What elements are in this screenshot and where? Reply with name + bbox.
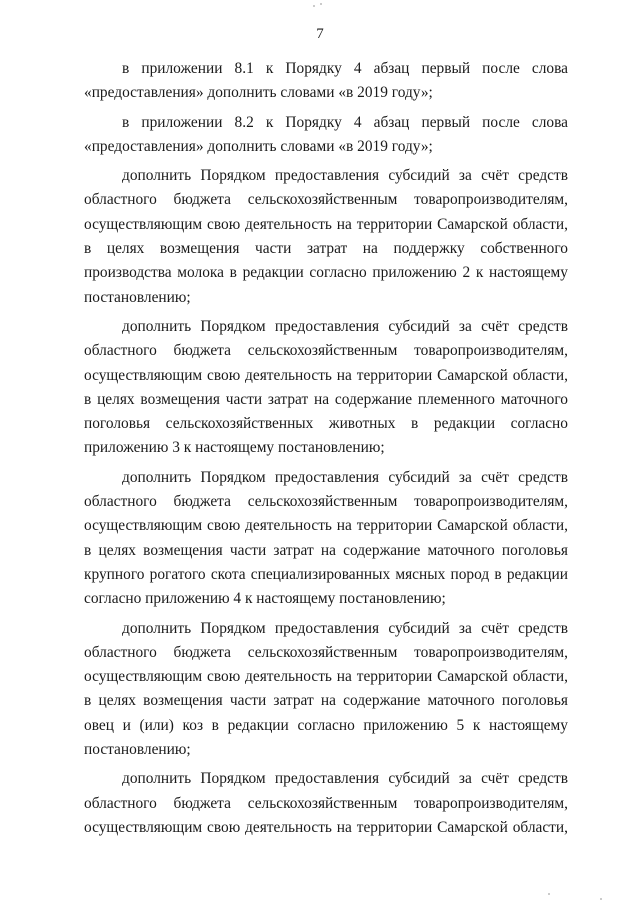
paragraph-4: дополнить Порядком предоставления субсидий за счёт средств областного бюджета сельскохозяйственным товаропроизводителям, осуществляющим свою деятельность на территории Самарской области, в целях возмещения части затрат на содержание племенного маточного поголовья сельскохозяйственных животных в редакции согласно приложению 3 к настоящему постановлению; <box>84 317 568 457</box>
paragraph-6: дополнить Порядком предоставления субсидий за счёт средств областного бюджета сельскохозяйственным товаропроизводителям, осуществляющим свою деятельность на территории Самарской области, в целях возмещения части затрат на содержание маточного поголовья овец и (или) коз в редакции согласно приложению 5 к настоящему постановлению; <box>84 619 568 759</box>
scan-speck <box>320 3 322 5</box>
paragraph-1: в приложении 8.1 к Порядку 4 абзац первый после слова «предоставления» дополнить словами «в 2019 году»; <box>84 60 568 102</box>
paragraph-7: дополнить Порядком предоставления субсидий за счёт средств областного бюджета сельскохозяйственным товаропроизводителям, осуществляющим свою деятельность на территории Самарской области, <box>84 770 568 836</box>
scan-speck <box>600 898 602 900</box>
paragraph-3: дополнить Порядком предоставления субсидий за счёт средств областного бюджета сельскохозяйственным товаропроизводителям, осуществляющим свою деятельность на территории Самарской области, в целях возмещения части затрат на поддержку собственного производства молока в редакции согласно приложению 2 к настоящему постановлению; <box>84 167 568 306</box>
paragraph-5: дополнить Порядком предоставления субсидий за счёт средств областного бюджета сельскохозяйственным товаропроизводителям, осуществляющим свою деятельность на территории Самарской области, в целях возмещения части затрат на содержание маточного поголовья крупного рогатого скота специализированных мясных пород в редакции согласно приложению 4 к настоящему постановлению; <box>84 468 568 608</box>
document-body <box>84 57 568 840</box>
page-number: 7 <box>316 26 324 42</box>
paragraph-2: в приложении 8.2 к Порядку 4 абзац первый после слова «предоставления» дополнить словами «в 2019 году»; <box>84 113 568 155</box>
scan-speck <box>548 893 550 895</box>
scan-speck <box>313 5 315 7</box>
